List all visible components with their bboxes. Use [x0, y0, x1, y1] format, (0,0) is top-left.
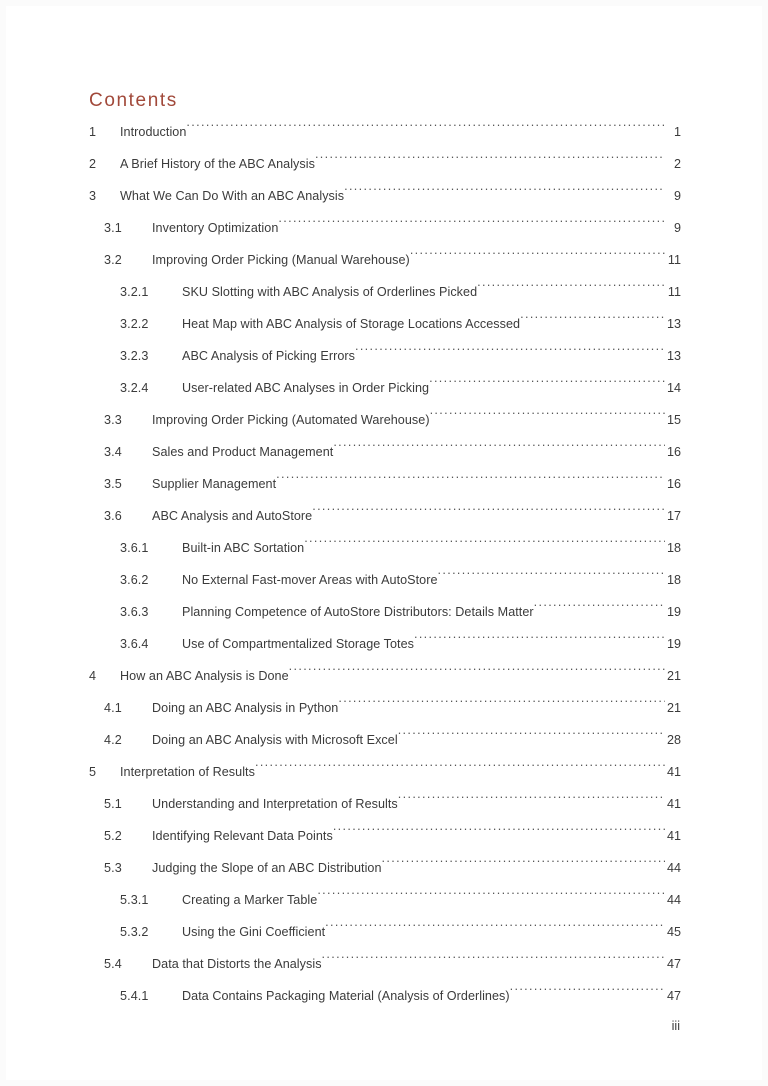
- toc-entry-number: 3.2.3: [120, 349, 149, 363]
- toc-entry-label: Heat Map with ABC Analysis of Storage Locations Accessed: [182, 317, 521, 331]
- toc-entry-label: Judging the Slope of an ABC Distribution: [152, 861, 382, 875]
- toc-entry-label: Improving Order Picking (Manual Warehouse): [152, 253, 410, 267]
- toc-entry-number: 5.3: [104, 861, 122, 875]
- toc-entry-page-number: 44: [666, 861, 681, 875]
- page-title: Contents: [89, 90, 178, 111]
- toc-entry-label: Inventory Optimization: [152, 221, 279, 235]
- toc-entry-label: Creating a Marker Table: [182, 893, 318, 907]
- toc-leader-dots: [398, 732, 665, 744]
- toc-entry[interactable]: [89, 980, 681, 1012]
- toc-entry-label: What We Can Do With an ABC Analysis: [120, 189, 345, 203]
- toc-entry-number: 1: [89, 125, 97, 139]
- toc-entry-page-number: 47: [666, 989, 681, 1003]
- toc-entry[interactable]: [89, 340, 681, 372]
- toc-entry-page-number: 13: [666, 317, 681, 331]
- toc-entry-page-number: 47: [666, 957, 681, 971]
- toc-list: [89, 116, 681, 1012]
- page-edge-right: [762, 0, 768, 1086]
- toc-entry-number: 4.1: [104, 701, 122, 715]
- toc-leader-dots: [255, 764, 665, 776]
- toc-entry[interactable]: [89, 500, 681, 532]
- toc-entry-label: Data Contains Packaging Material (Analysis of Orderlines): [182, 989, 510, 1003]
- toc-entry[interactable]: [89, 660, 681, 692]
- page-number-folio: iii: [671, 1019, 680, 1033]
- toc-entry[interactable]: [89, 276, 681, 308]
- toc-entry-label: Understanding and Interpretation of Results: [152, 797, 398, 811]
- toc-entry-number: 2: [89, 157, 97, 171]
- toc-entry-page-number: 41: [666, 765, 681, 779]
- toc-entry-number: 3.6.1: [120, 541, 149, 555]
- toc-leader-dots: [315, 156, 665, 168]
- toc-entry-label: Supplier Management: [152, 477, 277, 491]
- toc-leader-dots: [430, 412, 665, 424]
- toc-entry-page-number: 14: [666, 381, 681, 395]
- toc-entry-label: Use of Compartmentalized Storage Totes: [182, 637, 414, 651]
- toc-entry-number: 3: [89, 189, 97, 203]
- toc-leader-dots: [333, 444, 665, 456]
- toc-entry[interactable]: [89, 948, 681, 980]
- toc-entry-page-number: 41: [666, 797, 681, 811]
- toc-entry-page-number: 45: [666, 925, 681, 939]
- toc-entry-label: A Brief History of the ABC Analysis: [120, 157, 315, 171]
- toc-entry-page-number: 21: [666, 701, 681, 715]
- toc-entry-page-number: 11: [667, 285, 681, 299]
- toc-entry-page-number: 9: [673, 189, 681, 203]
- toc-leader-dots: [278, 220, 665, 232]
- toc-entry[interactable]: [89, 564, 681, 596]
- toc-entry-number: 4: [89, 669, 97, 683]
- toc-leader-dots: [438, 572, 665, 584]
- toc-entry[interactable]: [89, 852, 681, 884]
- toc-entry[interactable]: [89, 148, 681, 180]
- toc-entry-number: 5: [89, 765, 97, 779]
- toc-entry-number: 3.5: [104, 477, 122, 491]
- toc-entry-number: 3.6.4: [120, 637, 149, 651]
- toc-entry-page-number: 13: [666, 349, 681, 363]
- toc-entry-label: Data that Distorts the Analysis: [152, 957, 322, 971]
- toc-entry[interactable]: [89, 692, 681, 724]
- toc-entry-label: Doing an ABC Analysis with Microsoft Excel: [152, 733, 398, 747]
- toc-entry-number: 5.3.1: [120, 893, 149, 907]
- toc-entry-page-number: 21: [666, 669, 681, 683]
- toc-entry-label: Planning Competence of AutoStore Distributors: Details Matter: [182, 605, 534, 619]
- toc-entry-label: User-related ABC Analyses in Order Picking: [182, 381, 430, 395]
- toc-entry[interactable]: [89, 628, 681, 660]
- toc-entry-label: Improving Order Picking (Automated Warehouse): [152, 413, 430, 427]
- toc-entry-label: Identifying Relevant Data Points: [152, 829, 333, 843]
- toc-entry-number: 3.6.3: [120, 605, 149, 619]
- toc-entry[interactable]: [89, 596, 681, 628]
- toc-entry-number: 4.2: [104, 733, 122, 747]
- toc-entry-number: 3.3: [104, 413, 122, 427]
- toc-entry-label: Built-in ABC Sortation: [182, 541, 305, 555]
- toc-entry[interactable]: [89, 212, 681, 244]
- page-edge-top: [0, 0, 768, 6]
- toc-entry-number: 3.2.4: [120, 381, 149, 395]
- toc-entry-number: 3.6.2: [120, 573, 149, 587]
- toc-entry[interactable]: [89, 436, 681, 468]
- table-of-contents: [89, 90, 681, 1012]
- toc-entry-page-number: 15: [666, 413, 681, 427]
- toc-entry-page-number: 28: [666, 733, 681, 747]
- toc-entry-page-number: 41: [666, 829, 681, 843]
- toc-entry-number: 3.2: [104, 253, 122, 267]
- toc-entry-page-number: 17: [666, 509, 681, 523]
- toc-entry-page-number: 16: [666, 445, 681, 459]
- toc-entry-number: 5.4: [104, 957, 122, 971]
- toc-entry[interactable]: [89, 372, 681, 404]
- toc-entry-page-number: 18: [666, 573, 681, 587]
- toc-leader-dots: [414, 636, 665, 648]
- toc-leader-dots: [410, 252, 665, 264]
- toc-entry-page-number: 44: [666, 893, 681, 907]
- toc-leader-dots: [312, 508, 665, 520]
- toc-entry-number: 3.2.2: [120, 317, 149, 331]
- toc-entry-label: Doing an ABC Analysis in Python: [152, 701, 339, 715]
- toc-entry-page-number: 2: [673, 157, 681, 171]
- toc-entry[interactable]: [89, 884, 681, 916]
- toc-leader-dots: [520, 316, 665, 328]
- page-edge-bottom: [0, 1080, 768, 1086]
- toc-entry[interactable]: [89, 532, 681, 564]
- toc-entry[interactable]: [89, 756, 681, 788]
- toc-entry[interactable]: [89, 404, 681, 436]
- toc-entry-label: How an ABC Analysis is Done: [120, 669, 289, 683]
- toc-leader-dots: [510, 988, 665, 1000]
- toc-entry-page-number: 18: [666, 541, 681, 555]
- toc-leader-dots: [333, 828, 665, 840]
- toc-leader-dots: [317, 892, 665, 904]
- toc-entry-page-number: 16: [666, 477, 681, 491]
- toc-entry[interactable]: [89, 308, 681, 340]
- toc-entry-label: Sales and Product Management: [152, 445, 334, 459]
- toc-leader-dots: [276, 476, 665, 488]
- toc-entry-label: SKU Slotting with ABC Analysis of Orderlines Picked: [182, 285, 478, 299]
- toc-entry[interactable]: [89, 180, 681, 212]
- toc-entry-number: 3.1: [104, 221, 122, 235]
- toc-leader-dots: [382, 860, 665, 872]
- toc-entry[interactable]: [89, 916, 681, 948]
- toc-leader-dots: [344, 188, 665, 200]
- toc-leader-dots: [534, 604, 665, 616]
- toc-entry-page-number: 19: [666, 605, 681, 619]
- toc-leader-dots: [304, 540, 665, 552]
- toc-entry-number: 3.6: [104, 509, 122, 523]
- toc-leader-dots: [325, 924, 665, 936]
- toc-entry-page-number: 1: [673, 125, 681, 139]
- toc-entry-page-number: 11: [667, 253, 681, 267]
- toc-entry-number: 5.1: [104, 797, 122, 811]
- toc-entry[interactable]: [89, 244, 681, 276]
- toc-entry-page-number: 9: [673, 221, 681, 235]
- page-edge-left: [0, 0, 6, 1086]
- toc-entry-label: Using the Gini Coefficient: [182, 925, 326, 939]
- toc-leader-dots: [338, 700, 665, 712]
- toc-entry[interactable]: [89, 724, 681, 756]
- toc-entry-number: 5.4.1: [120, 989, 149, 1003]
- toc-entry-label: ABC Analysis of Picking Errors: [182, 349, 355, 363]
- toc-entry[interactable]: [89, 788, 681, 820]
- toc-leader-dots: [186, 124, 665, 136]
- toc-leader-dots: [429, 380, 665, 392]
- toc-entry-number: 3.4: [104, 445, 122, 459]
- toc-leader-dots: [477, 284, 665, 296]
- toc-entry-number: 5.2: [104, 829, 122, 843]
- toc-leader-dots: [289, 668, 665, 680]
- toc-entry-number: 3.2.1: [120, 285, 149, 299]
- toc-entry-label: Interpretation of Results: [120, 765, 255, 779]
- toc-entry[interactable]: [89, 116, 681, 148]
- toc-leader-dots: [322, 956, 665, 968]
- toc-entry-label: ABC Analysis and AutoStore: [152, 509, 313, 523]
- toc-entry[interactable]: [89, 468, 681, 500]
- toc-entry[interactable]: [89, 820, 681, 852]
- toc-entry-number: 5.3.2: [120, 925, 149, 939]
- toc-leader-dots: [398, 796, 665, 808]
- toc-entry-label: Introduction: [120, 125, 187, 139]
- toc-entry-page-number: 19: [666, 637, 681, 651]
- toc-entry-label: No External Fast-mover Areas with AutoStore: [182, 573, 438, 587]
- toc-leader-dots: [355, 348, 665, 360]
